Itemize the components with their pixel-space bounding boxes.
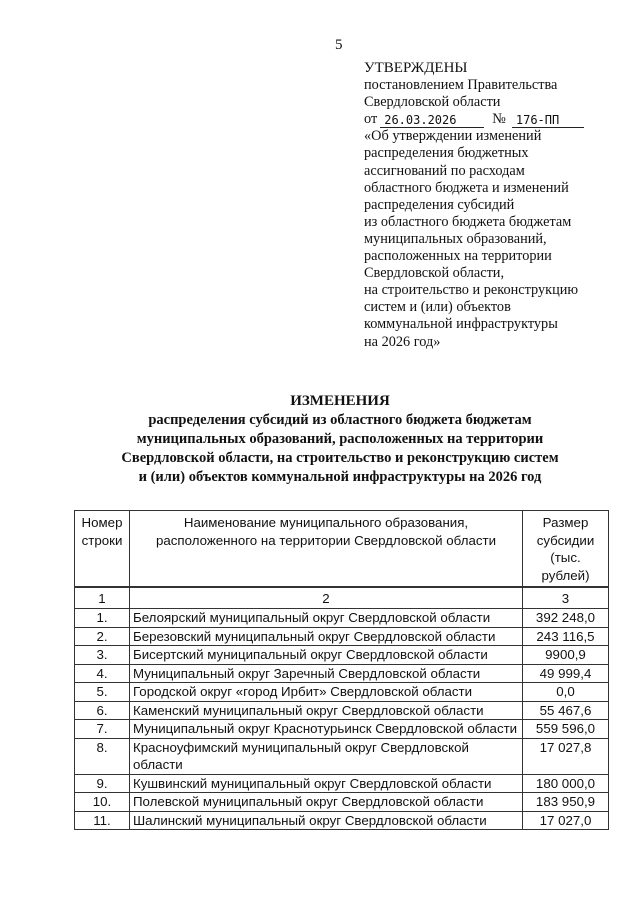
subsidy-amount: 17 027,0: [523, 811, 609, 830]
resolution-title-line: расположенных на территории: [364, 248, 552, 265]
header-municipality: Наименование муниципального образования, расположенного на территории Свердловской области: [130, 511, 523, 588]
subsidy-amount: 0,0: [523, 683, 609, 702]
resolution-title-line: на строительство и реконструкцию: [364, 282, 579, 299]
municipality-name: Бисертский муниципальный округ Свердловской области: [130, 646, 523, 665]
column-index: 1: [75, 587, 130, 609]
page-number: 5: [335, 37, 343, 53]
municipality-name: Муниципальный округ Заречный Свердловской области: [130, 664, 523, 683]
resolution-title-line: областного бюджета и изменений: [364, 179, 569, 196]
row-number: 8.: [75, 738, 130, 774]
table-header-row: [75, 511, 609, 588]
column-index: 2: [130, 587, 523, 609]
table-row: [75, 811, 609, 830]
resolution-title-line: из областного бюджета бюджетам: [364, 213, 572, 230]
municipality-name: Кушвинский муниципальный округ Свердловской области: [130, 774, 523, 793]
heading-line: и (или) объектов коммунальной инфраструктуры на 2026 год: [138, 469, 542, 485]
heading-line: распределения субсидий из областного бюджета бюджетам: [148, 412, 532, 428]
subsidy-amount: 183 950,9: [523, 793, 609, 812]
subsidy-amount: 180 000,0: [523, 774, 609, 793]
municipality-name: Каменский муниципальный округ Свердловской области: [130, 701, 523, 720]
row-number: 6.: [75, 701, 130, 720]
resolution-title-line: ассигнований по расходам: [364, 162, 525, 179]
municipality-name: Полевской муниципальный округ Свердловской области: [130, 793, 523, 812]
row-number: 5.: [75, 683, 130, 702]
resolution-title-line: на 2026 год»: [364, 333, 441, 350]
municipality-name: Белоярский муниципальный округ Свердловской области: [130, 609, 523, 628]
header-row-number: Номер строки: [75, 511, 130, 588]
table-row: [75, 720, 609, 739]
subsidy-amount: 392 248,0: [523, 609, 609, 628]
approval-line: Свердловской области: [364, 94, 501, 111]
heading-line: Свердловской области, на строительство и реконструкцию систем: [121, 450, 559, 466]
table-row: [75, 793, 609, 812]
column-index-row: [75, 587, 609, 609]
row-number: 11.: [75, 811, 130, 830]
header-amount: Размер субсидии (тыс. рублей): [523, 511, 609, 588]
subsidy-amount: 9900,9: [523, 646, 609, 665]
table-row: [75, 774, 609, 793]
row-number: 4.: [75, 664, 130, 683]
subsidy-amount: 17 027,8: [523, 738, 609, 774]
number-sign: №: [492, 111, 506, 128]
subsidy-amount: 49 999,4: [523, 664, 609, 683]
subsidy-amount: 243 116,5: [523, 627, 609, 646]
resolution-title-line: «Об утверждении изменений: [364, 128, 542, 145]
table-row: [75, 646, 609, 665]
municipality-name: Муниципальный округ Краснотурьинск Свердловской области: [130, 720, 523, 739]
resolution-title-line: распределения субсидий: [364, 196, 515, 213]
approval-line: постановлением Правительства: [364, 77, 558, 94]
table-row: [75, 701, 609, 720]
column-index: 3: [523, 587, 609, 609]
resolution-date: 26.03.2026: [380, 113, 484, 128]
approval-block: [364, 60, 624, 351]
resolution-title-line: коммунальной инфраструктуры: [364, 316, 558, 333]
resolution-title-line: Свердловской области,: [364, 265, 505, 282]
resolution-title-line: распределения бюджетных: [364, 145, 529, 162]
table-row: [75, 627, 609, 646]
row-number: 3.: [75, 646, 130, 665]
municipality-name: Шалинский муниципальный округ Свердловской области: [130, 811, 523, 830]
subsidy-amount: 559 596,0: [523, 720, 609, 739]
resolution-number: 176-ПП: [512, 113, 584, 128]
subsidy-amount: 55 467,6: [523, 701, 609, 720]
subsidy-table: [74, 510, 609, 830]
heading-title: ИЗМЕНЕНИЯ: [290, 393, 390, 409]
resolution-title-line: систем и (или) объектов: [364, 299, 511, 316]
row-number: 7.: [75, 720, 130, 739]
table-row: [75, 738, 609, 774]
date-prefix: от: [364, 111, 378, 128]
municipality-name: Березовский муниципальный округ Свердловской области: [130, 627, 523, 646]
resolution-title: [364, 128, 624, 350]
table-row: [75, 664, 609, 683]
approval-title: УТВЕРЖДЕНЫ: [364, 60, 468, 76]
row-number: 10.: [75, 793, 130, 812]
resolution-title-line: муниципальных образований,: [364, 230, 547, 247]
date-number-line: [364, 111, 624, 128]
table-row: [75, 609, 609, 628]
heading-line: муниципальных образований, расположенных на территории: [136, 431, 544, 447]
row-number: 2.: [75, 627, 130, 646]
row-number: 9.: [75, 774, 130, 793]
table-row: [75, 683, 609, 702]
row-number: 1.: [75, 609, 130, 628]
municipality-name: Городской округ «город Ирбит» Свердловской области: [130, 683, 523, 702]
document-heading: [70, 392, 610, 487]
municipality-name: Красноуфимский муниципальный округ Свердловской области: [130, 738, 523, 774]
